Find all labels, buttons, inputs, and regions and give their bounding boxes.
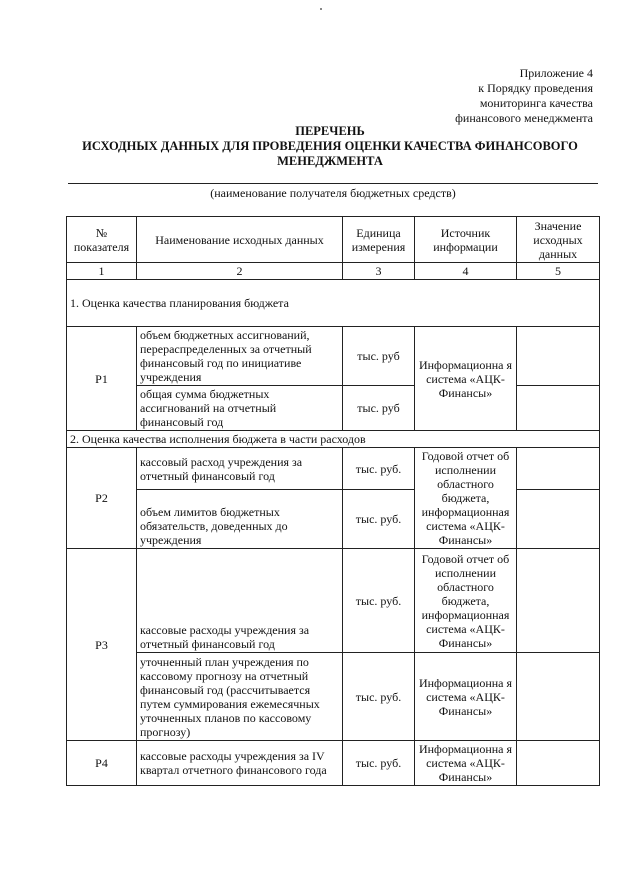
- appendix-line: Приложение 4: [519, 66, 593, 80]
- header-value: Значение исходных данных: [517, 217, 600, 263]
- table-row: [67, 490, 600, 549]
- unit-cell: тыс. руб.: [343, 490, 415, 549]
- unit-cell: тыс. руб: [343, 386, 415, 431]
- indicator-code: Р4: [67, 741, 137, 786]
- col-number: 4: [415, 263, 517, 280]
- table-row: [67, 653, 600, 741]
- indicator-code: Р2: [67, 448, 137, 549]
- data-name-cell: кассовые расходы учреждения за IV квартал отчетного финансового года: [137, 741, 343, 786]
- appendix-line: финансового менеджмента: [455, 111, 593, 125]
- table-row: [67, 386, 600, 431]
- header-num: № показателя: [67, 217, 137, 263]
- indicator-code: Р3: [67, 549, 137, 741]
- source-cell: Информационна я система «АЦК-Финансы»: [415, 327, 517, 431]
- column-numbers-row: [67, 263, 600, 280]
- recipient-note: (наименование получателя бюджетных средств): [210, 186, 456, 200]
- unit-cell: тыс. руб.: [343, 653, 415, 741]
- header-source: Источник информации: [415, 217, 517, 263]
- value-cell: [517, 448, 600, 490]
- section-2-title: 2. Оценка качества исполнения бюджета в части расходов: [67, 431, 600, 448]
- value-cell: [517, 549, 600, 653]
- col-number: 3: [343, 263, 415, 280]
- title-line-3: МЕНЕДЖМЕНТА: [277, 154, 383, 168]
- data-name-cell: кассовые расходы учреждения за отчетный финансовый год: [137, 549, 343, 653]
- table-row: [67, 549, 600, 653]
- section-row: [67, 280, 600, 327]
- col-number: 1: [67, 263, 137, 280]
- indicator-code: Р1: [67, 327, 137, 431]
- section-1-title: 1. Оценка качества планирования бюджета: [67, 280, 600, 327]
- data-name-cell: объем бюджетных ассигнований, перераспределенных за отчетный финансовый год по инициативе учреждения: [137, 327, 343, 386]
- data-name-cell: объем лимитов бюджетных обязательств, доведенных до учреждения: [137, 490, 343, 549]
- table-row: [67, 448, 600, 490]
- value-cell: [517, 490, 600, 549]
- value-cell: [517, 653, 600, 741]
- unit-cell: тыс. руб.: [343, 741, 415, 786]
- table-row: [67, 741, 600, 786]
- source-data-table: [66, 216, 600, 786]
- col-number: 2: [137, 263, 343, 280]
- header-unit: Единица измерения: [343, 217, 415, 263]
- source-cell: Годовой отчет об исполнении областного бюджета, информационная система «АЦК-Финансы»: [415, 448, 517, 549]
- data-name-cell: уточненный план учреждения по кассовому прогнозу на отчетный финансовый год (рассчитывается путем суммирования ежемесячных уточненных планов по кассовому прогнозу): [137, 653, 343, 741]
- table-header-row: [67, 217, 600, 263]
- value-cell: [517, 741, 600, 786]
- data-name-cell: кассовый расход учреждения за отчетный финансовый год: [137, 448, 343, 490]
- unit-cell: тыс. руб.: [343, 448, 415, 490]
- table-row: [67, 327, 600, 386]
- header-name: Наименование исходных данных: [137, 217, 343, 263]
- value-cell: [517, 386, 600, 431]
- title-line-1: ПЕРЕЧЕНЬ: [295, 124, 365, 138]
- unit-cell: тыс. руб: [343, 327, 415, 386]
- col-number: 5: [517, 263, 600, 280]
- source-cell: Информационна я система «АЦК-Финансы»: [415, 741, 517, 786]
- appendix-line: к Порядку проведения: [478, 81, 593, 95]
- appendix-line: мониторинга качества: [479, 96, 593, 110]
- section-row: [67, 431, 600, 448]
- unit-cell: тыс. руб.: [343, 549, 415, 653]
- scan-dot: [320, 8, 322, 10]
- source-cell: Годовой отчет об исполнении областного бюджета, информационная система «АЦК-Финансы»: [415, 549, 517, 653]
- appendix-block: [373, 66, 593, 126]
- document-title: [60, 124, 600, 169]
- source-cell: Информационна я система «АЦК-Финансы»: [415, 653, 517, 741]
- title-line-2: ИСХОДНЫХ ДАННЫХ ДЛЯ ПРОВЕДЕНИЯ ОЦЕНКИ КАЧЕСТВА ФИНАНСОВОГО: [82, 139, 578, 153]
- recipient-blank-line: [68, 183, 598, 184]
- data-name-cell: общая сумма бюджетных ассигнований на отчетный финансовый год: [137, 386, 343, 431]
- value-cell: [517, 327, 600, 386]
